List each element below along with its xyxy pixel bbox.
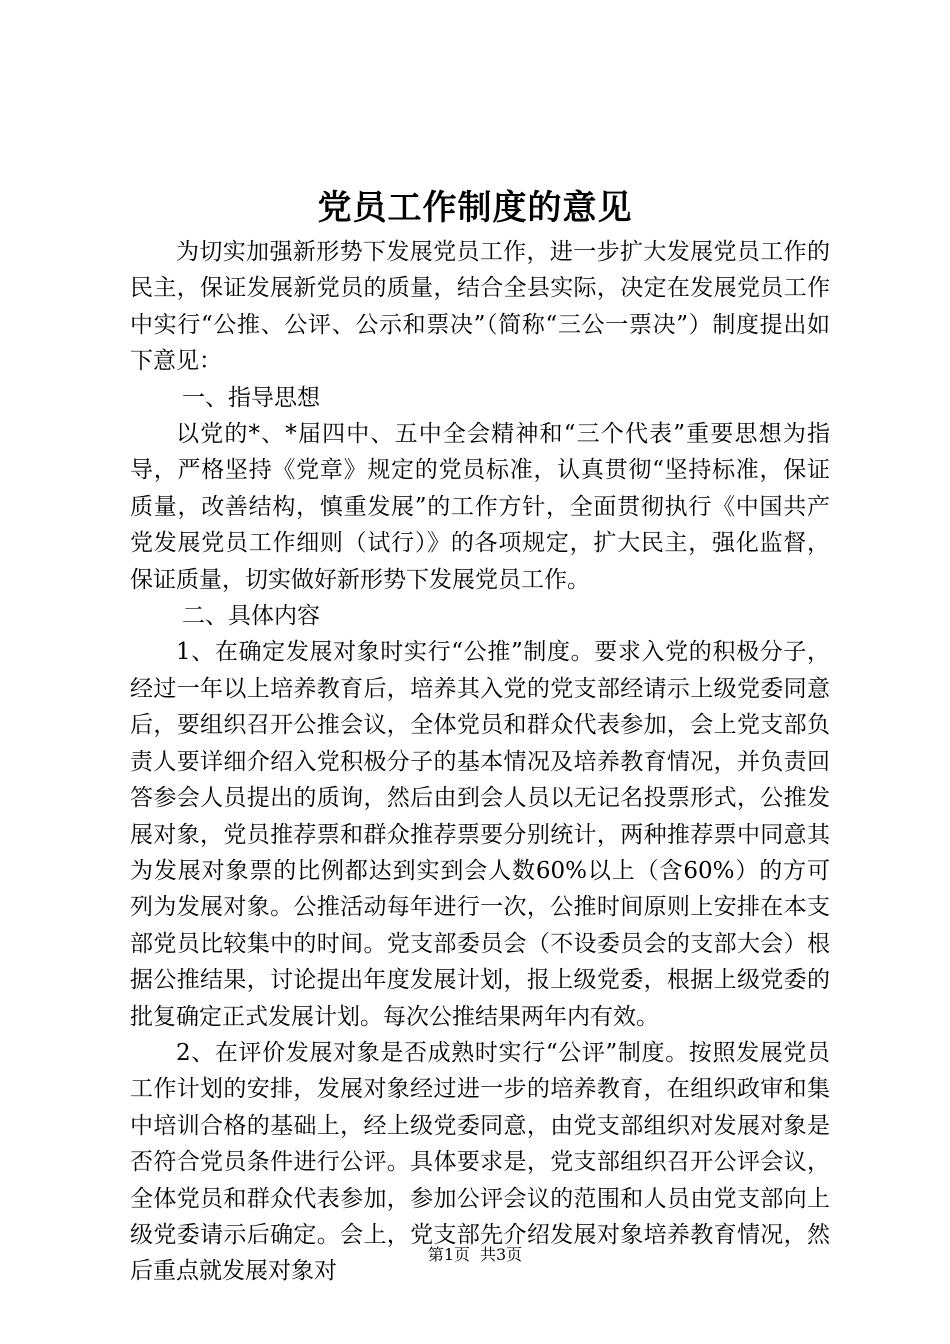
- document-body: [130, 234, 830, 1290]
- guiding-ideology-paragraph: 以党的*、*届四中、五中全会精神和“三个代表”重要思想为指导，严格坚持《党章》规定的党员标准，认真贯彻“坚持标准，保证质量，改善结构，慎重发展”的工作方针，全面贯彻执行《中国共产党发展党员工作细则（试行）》的各项规定，扩大民主，强化监督，保证质量，切实做好新形势下发展党员工作。: [130, 421, 830, 593]
- section-heading-specific-content: 二、具体内容: [182, 603, 320, 630]
- page-total: 共3页: [480, 1245, 523, 1264]
- document-title: 党员工作制度的意见: [317, 188, 633, 228]
- public-evaluation-paragraph: 2、在评价发展对象是否成熟时实行“公评”制度。按照发展党员工作计划的安排，发展对象经过进一步的培养教育，在组织政审和集中培训合格的基础上，经上级党委同意，由党支部组织对发展对象是否符合党员条件进行公评。具体要求是，党支部组织召开公评会议，全体党员和群众代表参加，参加公评会议的范围和人员由党支部向上级党委请示后确定。会上，党支部先介绍发展对象培养教育情况，然后重点就发展对象对: [130, 1039, 830, 1285]
- section-heading-guiding-ideology: 一、指导思想: [182, 384, 320, 411]
- public-recommendation-paragraph: 1、在确定发展对象时实行“公推”制度。要求入党的积极分子，经过一年以上培养教育后，培养其入党的党支部经请示上级党委同意后，要组织召开公推会议，全体党员和群众代表参加，会上党支部负责人要详细介绍入党积极分子的基本情况及培养教育情况，并负责回答参会人员提出的质询，然后由到会人员以无记名投票形式，公推发展对象，党员推荐票和群众推荐票要分别统计，两种推荐票中同意其为发展对象票的比例都达到实到会人数60%以上（含60%）的方可列为发展对象。公推活动每年进行一次，公推时间原则上安排在本支部党员比较集中的时间。党支部委员会（不设委员会的支部大会）根据公推结果，讨论提出年度发展计划，报上级党委，根据上级党委的批复确定正式发展计划。每次公推结果两年内有效。: [130, 639, 830, 1030]
- intro-paragraph: 为切实加强新形势下发展党员工作，进一步扩大发展党员工作的民主，保证发展新党员的质量，结合全县实际，决定在发展党员工作中实行“公推、公评、公示和票决”（简称“三公一票决”）制度提出如下意见：: [130, 239, 830, 375]
- page-number: 第1页: [427, 1245, 470, 1264]
- page-footer: [0, 1244, 950, 1266]
